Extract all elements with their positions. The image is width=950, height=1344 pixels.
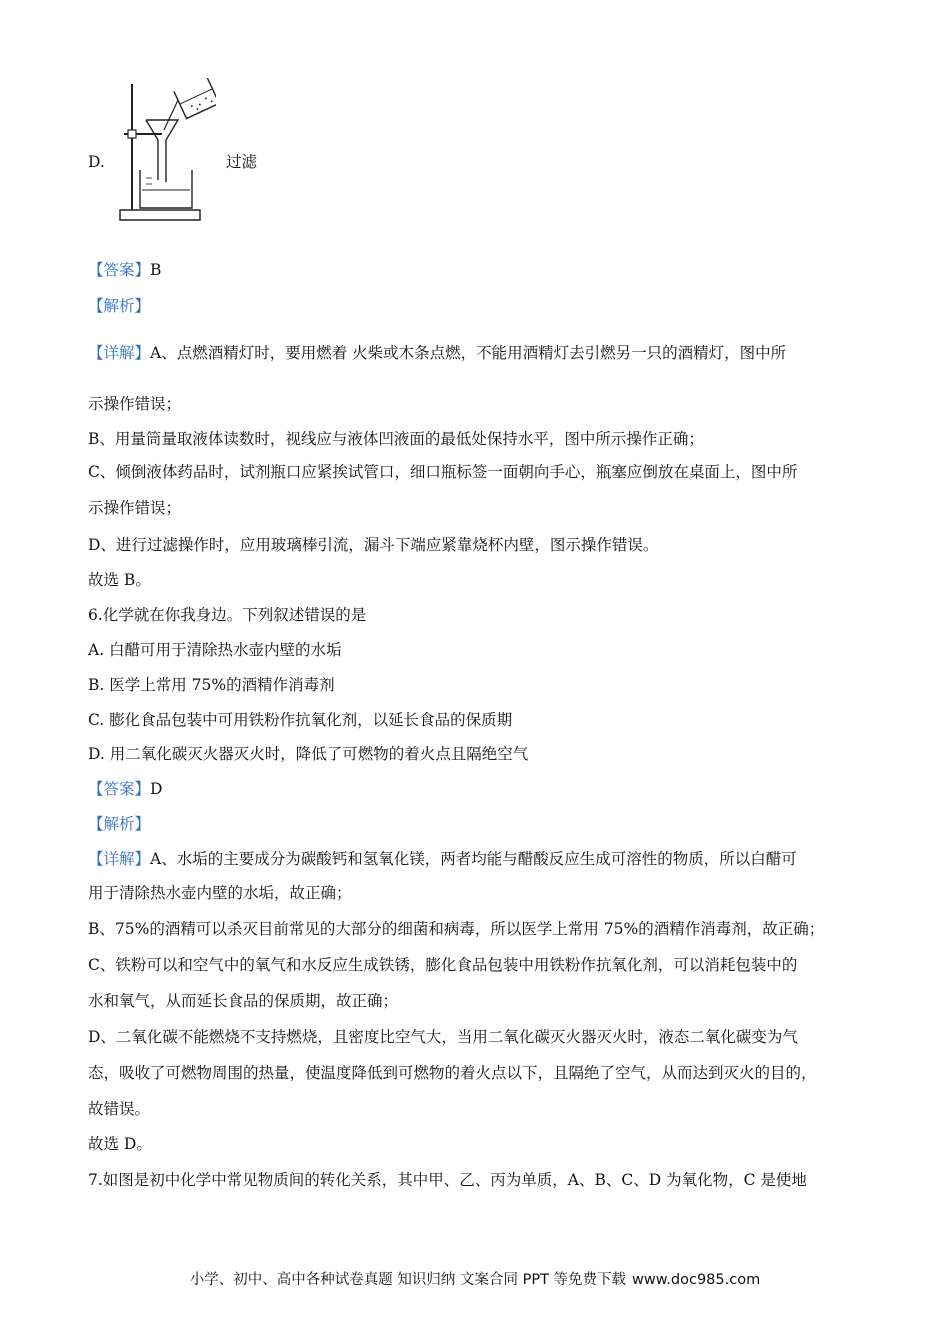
q5-analysis-label — [88, 296, 150, 316]
filtration-apparatus-figure — [112, 78, 216, 224]
detail-label: 【详解】 — [88, 850, 151, 868]
answer-label: 【答案】 — [88, 261, 151, 279]
q5-answer — [88, 260, 161, 280]
q6-detail-line — [88, 849, 797, 869]
q6-detail-line: D、二氧化碳不能燃烧不支持燃烧，且密度比空气大，当用二氧化碳灭火器灭火时，液态二氧化碳变为气 — [88, 1028, 798, 1046]
q6-option-d: D. 用二氧化碳灭火器灭火时，降低了可燃物的着火点且隔绝空气 — [88, 745, 529, 763]
q6-option-a: A. 白醋可用于清除热水壶内壁的水垢 — [88, 641, 342, 659]
q6-detail-line: 水和氧气，从而延长食品的保质期，故正确； — [88, 992, 399, 1010]
analysis-label: 【解析】 — [88, 815, 151, 833]
q6-stem: 6.化学就在你我身边。下列叙述错误的是 — [88, 606, 367, 624]
page-footer — [0, 1268, 950, 1289]
q6-conclusion: 故选 D。 — [88, 1135, 152, 1153]
footer-text: 小学、初中、高中各种试卷真题 知识归纳 文案合同 PPT 等免费下载 — [189, 1272, 627, 1288]
answer-value: B — [150, 261, 162, 279]
q6-option-c: C. 膨化食品包装中可用铁粉作抗氧化剂，以延长食品的保质期 — [88, 711, 513, 729]
q6-analysis-label — [88, 814, 150, 834]
q6-answer — [88, 779, 162, 799]
q6-detail-line: C、铁粉可以和空气中的氧气和水反应生成铁锈，膨化食品包装中用铁粉作抗氧化剂，可以消耗包装中的 — [88, 956, 798, 974]
q5-conclusion: 故选 B。 — [88, 571, 151, 589]
q5-detail-line: 示操作错误； — [88, 395, 182, 413]
q7-stem: 7.如图是初中化学中常见物质间的转化关系，其中甲、乙、丙为单质，A、B、C、D 为氧化物，C 是使地 — [88, 1171, 807, 1189]
footer-link[interactable]: www.doc985.com — [632, 1272, 761, 1288]
answer-label: 【答案】 — [88, 780, 151, 798]
q5-detail-line: D、进行过滤操作时，应用玻璃棒引流，漏斗下端应紧靠烧杯内壁，图示操作错误。 — [88, 536, 659, 554]
q6-detail-line: B、75%的酒精可以杀灭目前常见的大部分的细菌和病毒，所以医学上常用 75%的酒精作消毒剂，故正确； — [88, 920, 825, 938]
q5-detail-line — [88, 343, 786, 363]
answer-value: D — [150, 780, 163, 798]
detail-text: A、水垢的主要成分为碳酸钙和氢氧化镁，两者均能与醋酸反应生成可溶性的物质，所以白醋可 — [150, 850, 797, 868]
q6-detail-line: 故错误。 — [88, 1100, 151, 1118]
option-d-letter: D. — [88, 153, 105, 171]
analysis-label: 【解析】 — [88, 297, 151, 315]
q5-detail-line: 示操作错误； — [88, 499, 182, 517]
q5-detail-line: B、用量筒量取液体读数时，视线应与液体凹液面的最低处保持水平，图中所示操作正确； — [88, 430, 704, 448]
q6-detail-line: 用于清除热水壶内壁的水垢，故正确； — [88, 884, 352, 902]
q6-option-b: B. 医学上常用 75%的酒精作消毒剂 — [88, 676, 335, 694]
detail-label: 【详解】 — [88, 344, 151, 362]
q5-detail-line: C、倾倒液体药品时，试剂瓶口应紧挨试管口，细口瓶标签一面朝向手心，瓶塞应倒放在桌面上，图中所 — [88, 463, 798, 481]
detail-text: A、点燃酒精灯时，要用燃着 火柴或木条点燃，不能用酒精灯去引燃另一只的酒精灯，图中所 — [150, 344, 787, 362]
q6-detail-line: 态，吸收了可燃物周围的热量，使温度降低到可燃物的着火点以下，且隔绝了空气，从而达到灭火的目的， — [88, 1064, 817, 1082]
option-d-caption: 过滤 — [226, 153, 258, 171]
